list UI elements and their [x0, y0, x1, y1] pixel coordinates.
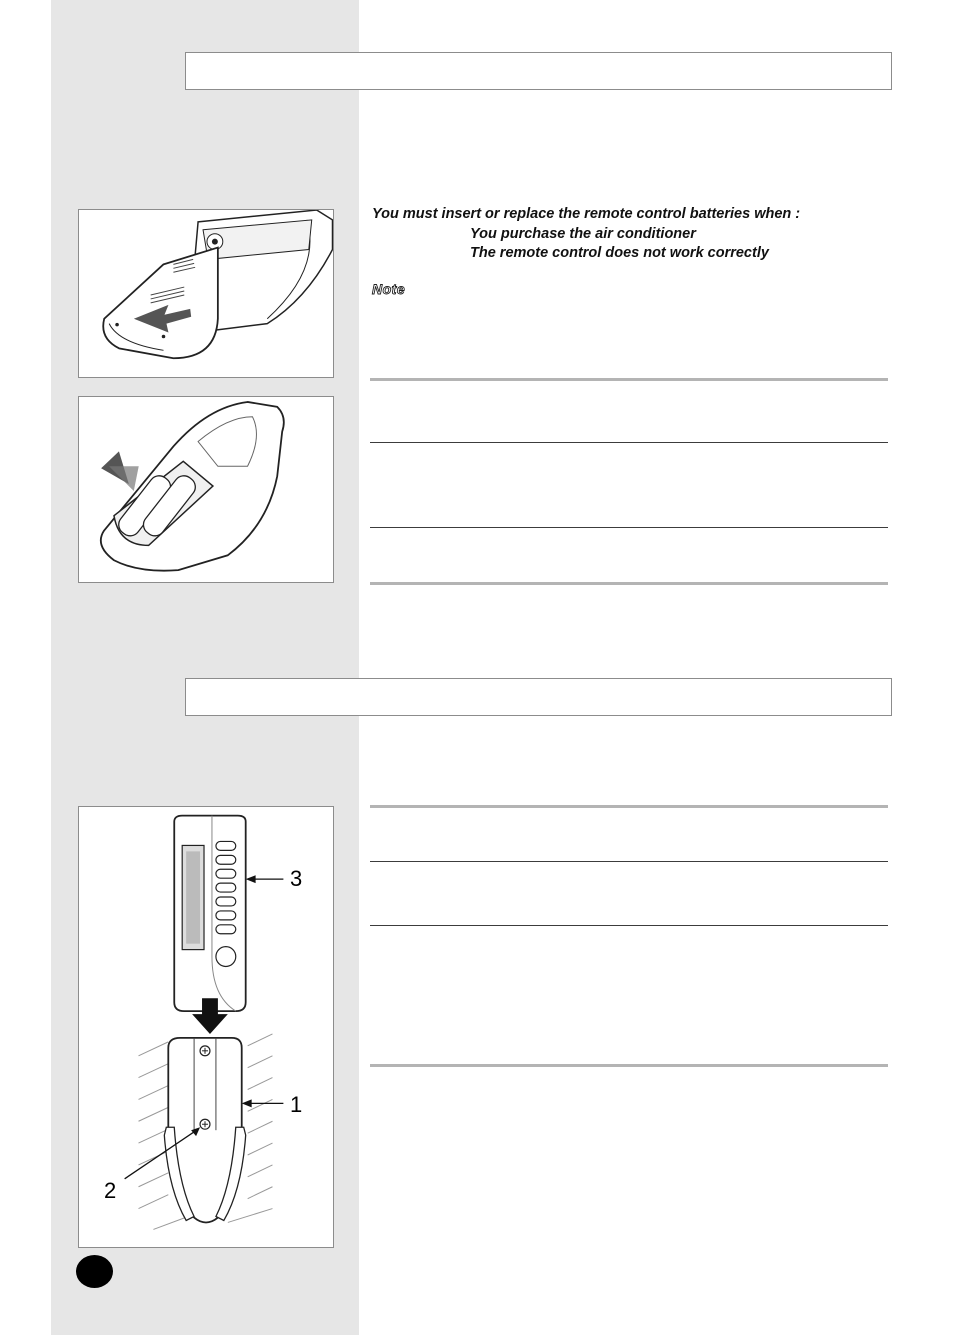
- page-number-badge: [76, 1255, 113, 1288]
- intro-line-3: The remote control does not work correctly: [470, 245, 769, 261]
- divider-rule: [370, 861, 888, 862]
- remote-back-cover-illustration: [79, 210, 333, 377]
- intro-line-1: You must insert or replace the remote control batteries when :: [372, 206, 801, 222]
- divider-rule: [370, 1064, 888, 1067]
- section-title-bar-holder: [185, 678, 892, 716]
- callout-label-1: 1: [290, 1092, 303, 1117]
- intro-line-2: You purchase the air conditioner: [470, 225, 696, 242]
- divider-rule: [370, 442, 888, 443]
- divider-rule: [370, 527, 888, 528]
- callout-label-2: 2: [104, 1178, 117, 1203]
- divider-rule: [370, 378, 888, 381]
- divider-rule: [370, 925, 888, 926]
- divider-rule: [370, 805, 888, 808]
- divider-rule: [370, 582, 888, 585]
- callout-label-3: 3: [290, 866, 303, 891]
- remote-batteries-illustration: [79, 397, 333, 582]
- figure-insert-batteries: [78, 396, 334, 583]
- section-title-bar-batteries: [185, 52, 892, 90]
- note-label: Note: [372, 281, 406, 297]
- figure-remove-battery-cover: [78, 209, 334, 378]
- battery-intro-text: [372, 205, 892, 264]
